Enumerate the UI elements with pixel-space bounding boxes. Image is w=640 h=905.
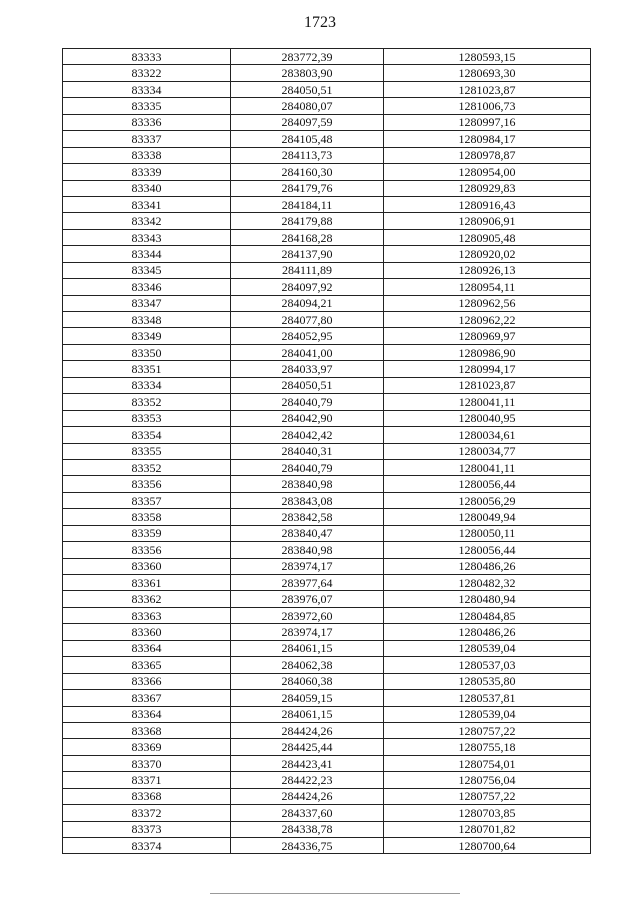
x-coordinate-cell: 284179,76 — [231, 180, 384, 196]
x-coordinate-cell: 283803,90 — [231, 65, 384, 81]
y-coordinate-cell: 1280754,01 — [384, 755, 591, 771]
table-row — [63, 640, 591, 656]
x-coordinate-cell: 284425,44 — [231, 739, 384, 755]
table-row — [63, 476, 591, 492]
point-number-cell: 83346 — [63, 279, 231, 295]
table-row — [63, 772, 591, 788]
x-coordinate-cell: 284077,80 — [231, 312, 384, 328]
x-coordinate-cell: 284052,95 — [231, 328, 384, 344]
table-row — [63, 755, 591, 771]
table-row — [63, 131, 591, 147]
table-row — [63, 739, 591, 755]
table-row — [63, 410, 591, 426]
table-row — [63, 607, 591, 623]
y-coordinate-cell: 1280984,17 — [384, 131, 591, 147]
point-number-cell: 83337 — [63, 131, 231, 147]
y-coordinate-cell: 1280034,61 — [384, 427, 591, 443]
y-coordinate-cell: 1280486,26 — [384, 558, 591, 574]
y-coordinate-cell: 1281023,87 — [384, 377, 591, 393]
point-number-cell: 83339 — [63, 164, 231, 180]
table-row — [63, 673, 591, 689]
table-row — [63, 443, 591, 459]
table-row — [63, 706, 591, 722]
point-number-cell: 83374 — [63, 838, 231, 854]
point-number-cell: 83360 — [63, 624, 231, 640]
point-number-cell: 83372 — [63, 805, 231, 821]
point-number-cell: 83343 — [63, 229, 231, 245]
table-row — [63, 575, 591, 591]
point-number-cell: 83333 — [63, 49, 231, 65]
y-coordinate-cell: 1280929,83 — [384, 180, 591, 196]
table-row — [63, 509, 591, 525]
y-coordinate-cell: 1280693,30 — [384, 65, 591, 81]
y-coordinate-cell: 1280700,64 — [384, 838, 591, 854]
table-row — [63, 361, 591, 377]
y-coordinate-cell: 1281023,87 — [384, 81, 591, 97]
point-number-cell: 83364 — [63, 640, 231, 656]
y-coordinate-cell: 1280757,22 — [384, 722, 591, 738]
y-coordinate-cell: 1280954,11 — [384, 279, 591, 295]
x-coordinate-cell: 284168,28 — [231, 229, 384, 245]
point-number-cell: 83341 — [63, 196, 231, 212]
table-row — [63, 98, 591, 114]
y-coordinate-cell: 1280926,13 — [384, 262, 591, 278]
x-coordinate-cell: 284105,48 — [231, 131, 384, 147]
y-coordinate-cell: 1280056,29 — [384, 492, 591, 508]
table-row — [63, 312, 591, 328]
point-number-cell: 83352 — [63, 459, 231, 475]
y-coordinate-cell: 1280050,11 — [384, 525, 591, 541]
x-coordinate-cell: 283840,98 — [231, 476, 384, 492]
table-row — [63, 246, 591, 262]
coordinates-table — [62, 48, 591, 854]
table-row — [63, 525, 591, 541]
x-coordinate-cell: 284061,15 — [231, 640, 384, 656]
table-row — [63, 558, 591, 574]
y-coordinate-cell: 1280034,77 — [384, 443, 591, 459]
point-number-cell: 83352 — [63, 394, 231, 410]
table-row — [63, 821, 591, 837]
table-row — [63, 229, 591, 245]
point-number-cell: 83358 — [63, 509, 231, 525]
point-number-cell: 83355 — [63, 443, 231, 459]
y-coordinate-cell: 1280701,82 — [384, 821, 591, 837]
point-number-cell: 83342 — [63, 213, 231, 229]
table-row — [63, 492, 591, 508]
y-coordinate-cell: 1280539,04 — [384, 640, 591, 656]
table-row — [63, 394, 591, 410]
x-coordinate-cell: 284337,60 — [231, 805, 384, 821]
table-row — [63, 427, 591, 443]
y-coordinate-cell: 1280482,32 — [384, 575, 591, 591]
x-coordinate-cell: 284040,79 — [231, 394, 384, 410]
y-coordinate-cell: 1280535,80 — [384, 673, 591, 689]
table-row — [63, 722, 591, 738]
point-number-cell: 83373 — [63, 821, 231, 837]
x-coordinate-cell: 284040,79 — [231, 459, 384, 475]
x-coordinate-cell: 284097,59 — [231, 114, 384, 130]
x-coordinate-cell: 284060,38 — [231, 673, 384, 689]
y-coordinate-cell: 1280986,90 — [384, 344, 591, 360]
table-row — [63, 279, 591, 295]
x-coordinate-cell: 284094,21 — [231, 295, 384, 311]
x-coordinate-cell: 283772,39 — [231, 49, 384, 65]
point-number-cell: 83334 — [63, 377, 231, 393]
x-coordinate-cell: 284042,42 — [231, 427, 384, 443]
point-number-cell: 83368 — [63, 722, 231, 738]
y-coordinate-cell: 1280041,11 — [384, 394, 591, 410]
table-row — [63, 788, 591, 804]
point-number-cell: 83361 — [63, 575, 231, 591]
y-coordinate-cell: 1280056,44 — [384, 476, 591, 492]
point-number-cell: 83369 — [63, 739, 231, 755]
table-row — [63, 591, 591, 607]
point-number-cell: 83350 — [63, 344, 231, 360]
table-row — [63, 81, 591, 97]
x-coordinate-cell: 284080,07 — [231, 98, 384, 114]
point-number-cell: 83345 — [63, 262, 231, 278]
x-coordinate-cell: 284059,15 — [231, 690, 384, 706]
x-coordinate-cell: 284184,11 — [231, 196, 384, 212]
y-coordinate-cell: 1280916,43 — [384, 196, 591, 212]
point-number-cell: 83351 — [63, 361, 231, 377]
y-coordinate-cell: 1280480,94 — [384, 591, 591, 607]
point-number-cell: 83338 — [63, 147, 231, 163]
x-coordinate-cell: 284042,90 — [231, 410, 384, 426]
point-number-cell: 83359 — [63, 525, 231, 541]
x-coordinate-cell: 284423,41 — [231, 755, 384, 771]
y-coordinate-cell: 1280757,22 — [384, 788, 591, 804]
x-coordinate-cell: 284041,00 — [231, 344, 384, 360]
table-row — [63, 690, 591, 706]
point-number-cell: 83340 — [63, 180, 231, 196]
y-coordinate-cell: 1280994,17 — [384, 361, 591, 377]
point-number-cell: 83370 — [63, 755, 231, 771]
x-coordinate-cell: 284113,73 — [231, 147, 384, 163]
x-coordinate-cell: 283977,64 — [231, 575, 384, 591]
table-row — [63, 213, 591, 229]
table-row — [63, 147, 591, 163]
y-coordinate-cell: 1280755,18 — [384, 739, 591, 755]
y-coordinate-cell: 1280756,04 — [384, 772, 591, 788]
y-coordinate-cell: 1280537,81 — [384, 690, 591, 706]
point-number-cell: 83367 — [63, 690, 231, 706]
point-number-cell: 83364 — [63, 706, 231, 722]
table-row — [63, 114, 591, 130]
x-coordinate-cell: 283972,60 — [231, 607, 384, 623]
x-coordinate-cell: 284422,23 — [231, 772, 384, 788]
table-body — [63, 49, 591, 854]
y-coordinate-cell: 1280962,22 — [384, 312, 591, 328]
point-number-cell: 83363 — [63, 607, 231, 623]
table-row — [63, 164, 591, 180]
y-coordinate-cell: 1280049,94 — [384, 509, 591, 525]
point-number-cell: 83366 — [63, 673, 231, 689]
y-coordinate-cell: 1280920,02 — [384, 246, 591, 262]
point-number-cell: 83348 — [63, 312, 231, 328]
y-coordinate-cell: 1280969,97 — [384, 328, 591, 344]
point-number-cell: 83349 — [63, 328, 231, 344]
x-coordinate-cell: 284179,88 — [231, 213, 384, 229]
point-number-cell: 83336 — [63, 114, 231, 130]
point-number-cell: 83365 — [63, 657, 231, 673]
point-number-cell: 83360 — [63, 558, 231, 574]
y-coordinate-cell: 1280906,91 — [384, 213, 591, 229]
x-coordinate-cell: 284424,26 — [231, 722, 384, 738]
point-number-cell: 83335 — [63, 98, 231, 114]
y-coordinate-cell: 1280962,56 — [384, 295, 591, 311]
x-coordinate-cell: 284111,89 — [231, 262, 384, 278]
y-coordinate-cell: 1280978,87 — [384, 147, 591, 163]
y-coordinate-cell: 1280486,26 — [384, 624, 591, 640]
x-coordinate-cell: 284097,92 — [231, 279, 384, 295]
x-coordinate-cell: 284050,51 — [231, 81, 384, 97]
table-row — [63, 49, 591, 65]
x-coordinate-cell: 283976,07 — [231, 591, 384, 607]
y-coordinate-cell: 1280539,04 — [384, 706, 591, 722]
point-number-cell: 83356 — [63, 476, 231, 492]
x-coordinate-cell: 283974,17 — [231, 624, 384, 640]
table-row — [63, 838, 591, 854]
y-coordinate-cell: 1280905,48 — [384, 229, 591, 245]
point-number-cell: 83353 — [63, 410, 231, 426]
x-coordinate-cell: 284424,26 — [231, 788, 384, 804]
y-coordinate-cell: 1280954,00 — [384, 164, 591, 180]
page-number: 1723 — [304, 14, 336, 31]
x-coordinate-cell: 284338,78 — [231, 821, 384, 837]
x-coordinate-cell: 284062,38 — [231, 657, 384, 673]
table-row — [63, 344, 591, 360]
point-number-cell: 83371 — [63, 772, 231, 788]
x-coordinate-cell: 284040,31 — [231, 443, 384, 459]
y-coordinate-cell: 1280056,44 — [384, 542, 591, 558]
x-coordinate-cell: 284033,97 — [231, 361, 384, 377]
x-coordinate-cell: 284137,90 — [231, 246, 384, 262]
point-number-cell: 83357 — [63, 492, 231, 508]
y-coordinate-cell: 1280703,85 — [384, 805, 591, 821]
x-coordinate-cell: 283974,17 — [231, 558, 384, 574]
table-row — [63, 377, 591, 393]
x-coordinate-cell: 283842,58 — [231, 509, 384, 525]
y-coordinate-cell: 1281006,73 — [384, 98, 591, 114]
y-coordinate-cell: 1280997,16 — [384, 114, 591, 130]
table-row — [63, 657, 591, 673]
table-row — [63, 65, 591, 81]
point-number-cell: 83368 — [63, 788, 231, 804]
y-coordinate-cell: 1280484,85 — [384, 607, 591, 623]
footer-line — [210, 893, 460, 894]
y-coordinate-cell: 1280040,95 — [384, 410, 591, 426]
y-coordinate-cell: 1280593,15 — [384, 49, 591, 65]
x-coordinate-cell: 284160,30 — [231, 164, 384, 180]
table-row — [63, 805, 591, 821]
point-number-cell: 83334 — [63, 81, 231, 97]
x-coordinate-cell: 283840,47 — [231, 525, 384, 541]
y-coordinate-cell: 1280537,03 — [384, 657, 591, 673]
table-row — [63, 542, 591, 558]
x-coordinate-cell: 284050,51 — [231, 377, 384, 393]
table-row — [63, 459, 591, 475]
x-coordinate-cell: 283840,98 — [231, 542, 384, 558]
point-number-cell: 83362 — [63, 591, 231, 607]
x-coordinate-cell: 284061,15 — [231, 706, 384, 722]
x-coordinate-cell: 283843,08 — [231, 492, 384, 508]
point-number-cell: 83344 — [63, 246, 231, 262]
point-number-cell: 83322 — [63, 65, 231, 81]
point-number-cell: 83354 — [63, 427, 231, 443]
table-row — [63, 180, 591, 196]
point-number-cell: 83347 — [63, 295, 231, 311]
table-row — [63, 262, 591, 278]
table-row — [63, 196, 591, 212]
x-coordinate-cell: 284336,75 — [231, 838, 384, 854]
table-row — [63, 295, 591, 311]
table-row — [63, 624, 591, 640]
y-coordinate-cell: 1280041,11 — [384, 459, 591, 475]
point-number-cell: 83356 — [63, 542, 231, 558]
table-row — [63, 328, 591, 344]
